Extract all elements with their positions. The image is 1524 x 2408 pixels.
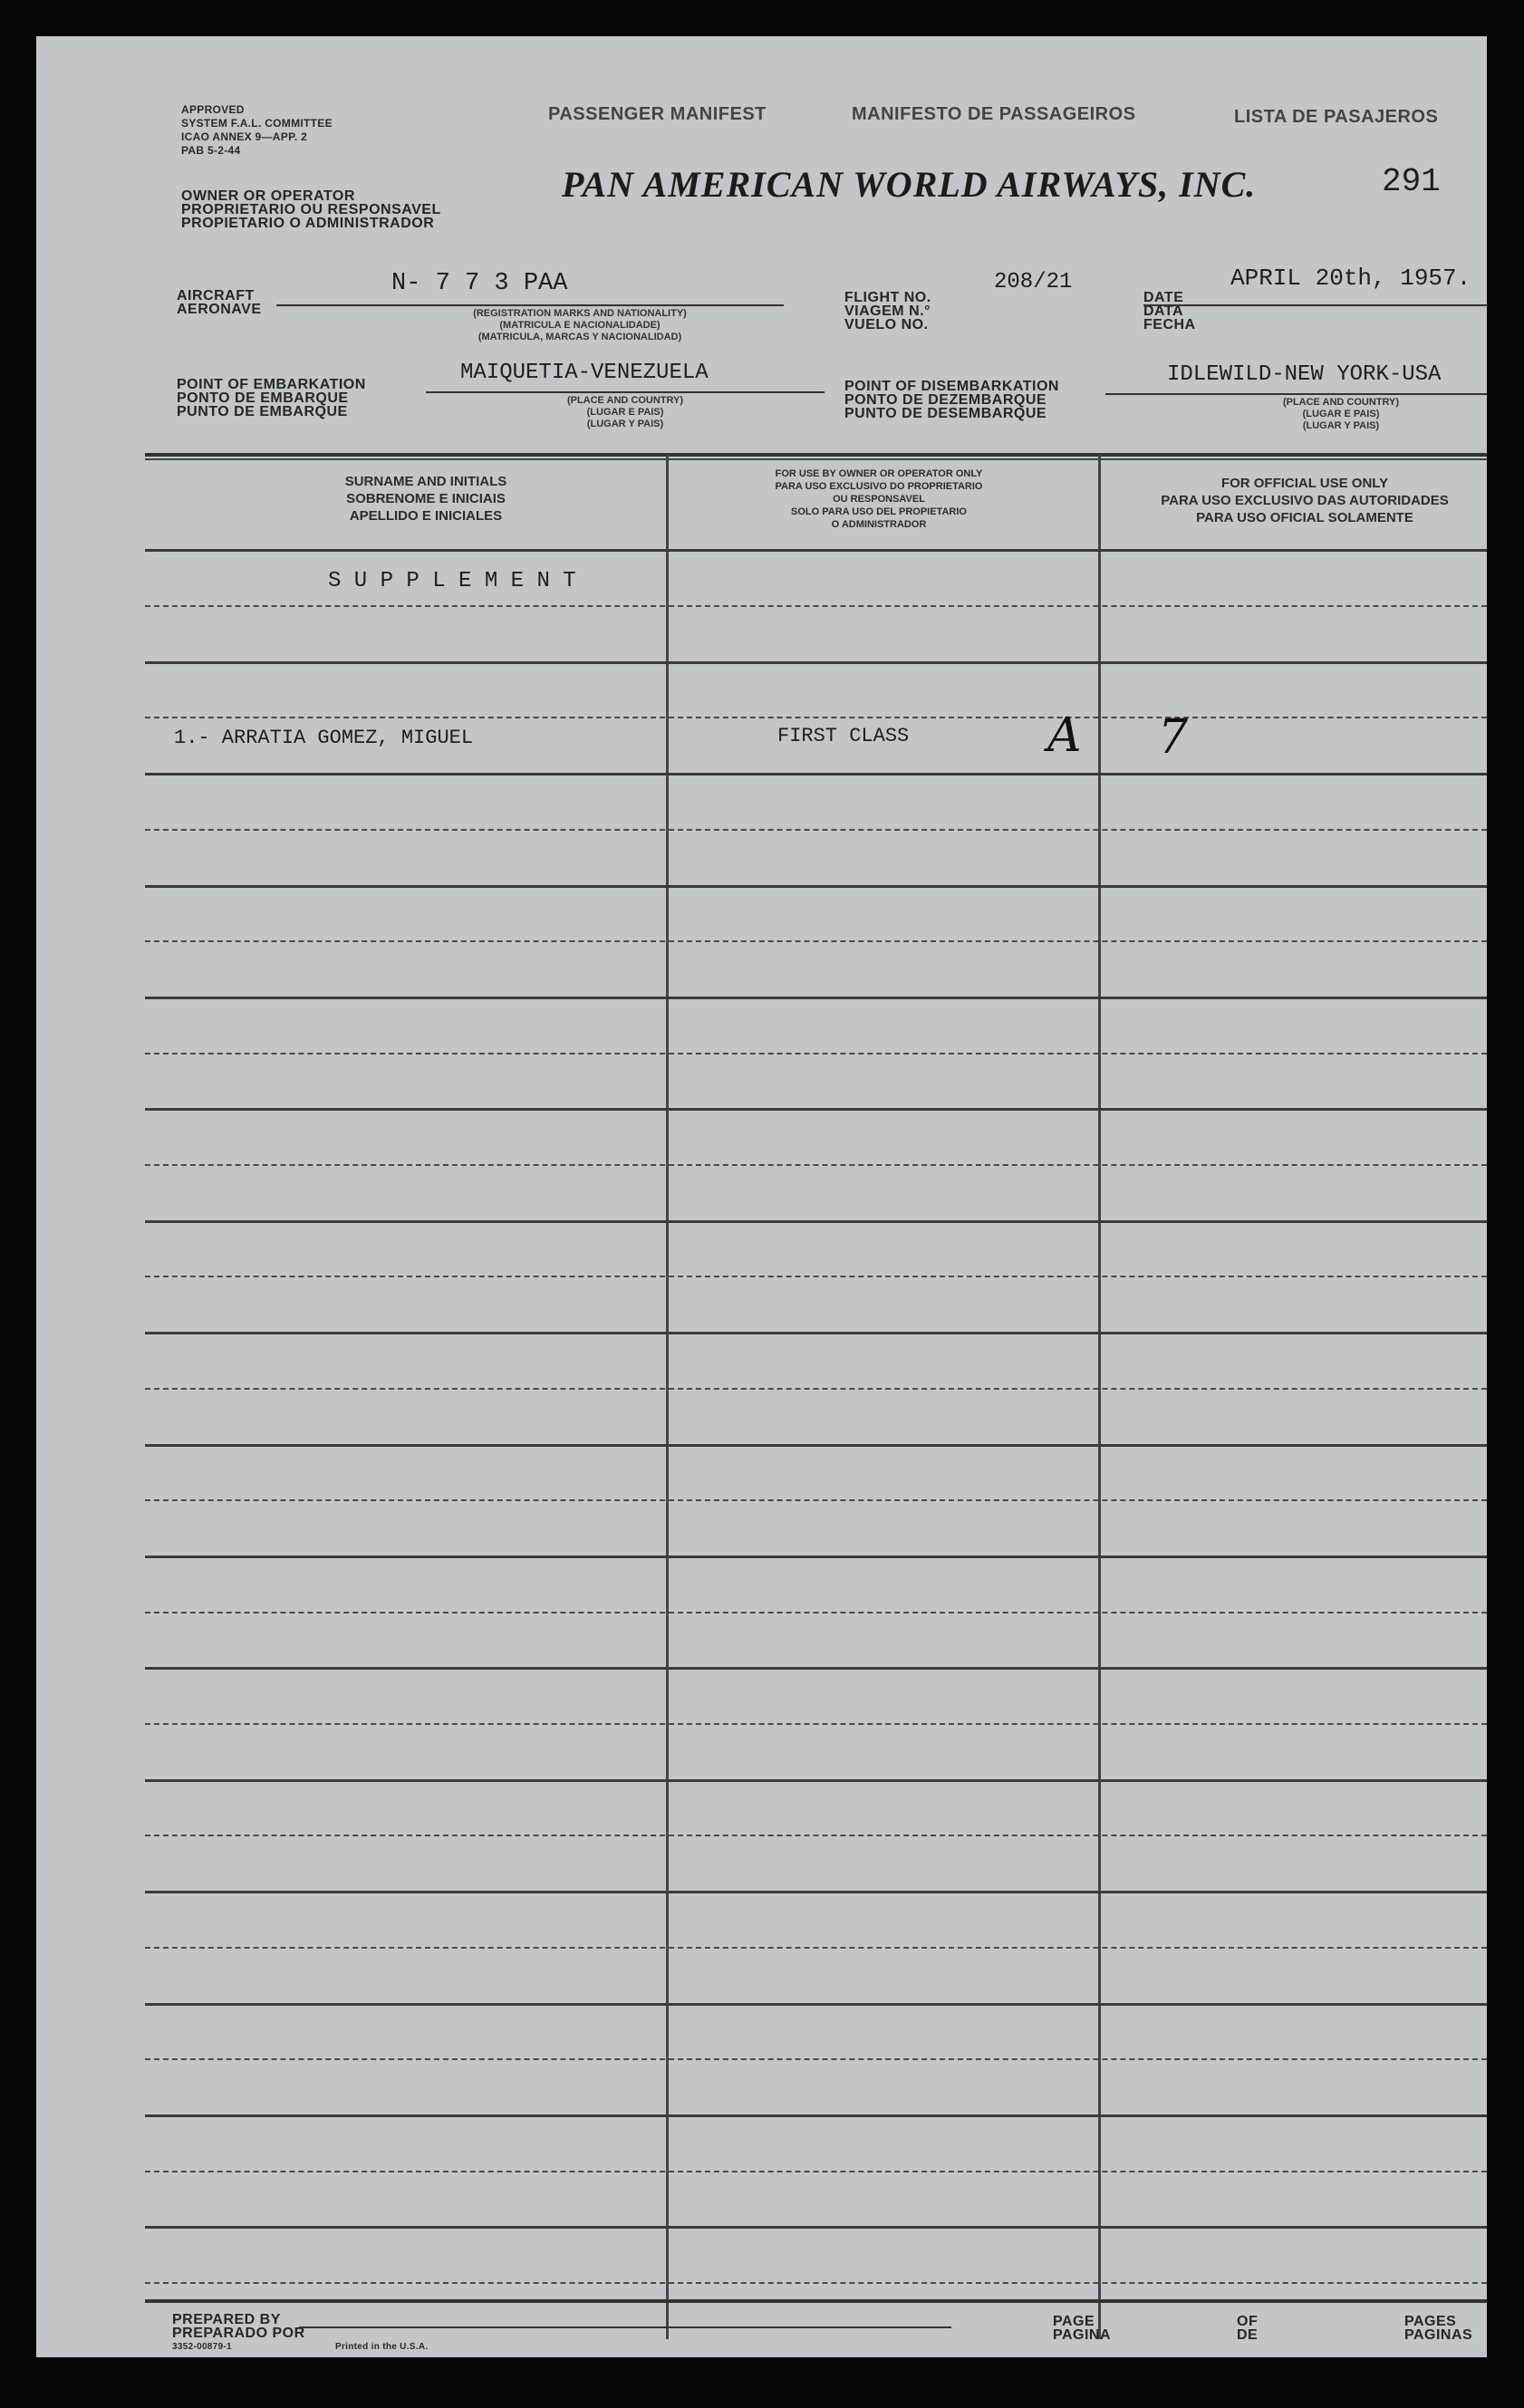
col-header-surname-es: APELLIDO E INICIALES xyxy=(349,508,503,524)
disembarkation-value: IDLEWILD-NEW YORK-USA xyxy=(1167,362,1442,387)
row-rule xyxy=(145,1835,1487,1836)
row-rule xyxy=(145,605,1487,607)
owner-label-en: OWNER OR OPERATOR xyxy=(181,188,355,204)
row-rule xyxy=(145,885,1487,888)
date-label-pt: DATA xyxy=(1143,303,1184,319)
header-bottom-rule xyxy=(145,549,1487,552)
owner-label-pt: PROPRIETARIO OU RESPONSAVEL xyxy=(181,202,441,217)
date-underline xyxy=(1143,304,1487,306)
pages-label-pt: PAGINAS xyxy=(1404,2327,1473,2343)
embarkation-caption-2: (LUGAR E PAIS) xyxy=(586,407,664,418)
handwritten-a-mark: A xyxy=(1047,708,1082,763)
manifest-sheet xyxy=(36,36,1487,2357)
disembarkation-label-pt: PONTO DE DEZEMBARQUE xyxy=(844,392,1047,408)
prepared-label-pt: PREPARADO POR xyxy=(172,2326,305,2341)
approval-line-4: PAB 5-2-44 xyxy=(181,144,241,157)
col-header-surname-pt: SOBRENOME E INICIAIS xyxy=(346,491,506,506)
aircraft-caption-2: (MATRICULA E NACIONALIDADE) xyxy=(499,320,661,331)
form-number: 3352-00879-1 xyxy=(172,2342,232,2352)
col-header-official-pt: PARA USO EXCLUSIVO DAS AUTORIDADES xyxy=(1161,493,1449,508)
row-rule xyxy=(145,2058,1487,2060)
embarkation-label-en: POINT OF EMBARKATION xyxy=(177,377,366,392)
table-top-rule-2 xyxy=(145,458,1487,460)
col-header-operator-3: OU RESPONSAVEL xyxy=(833,494,925,505)
row-rule xyxy=(145,2226,1487,2229)
row-rule xyxy=(145,661,1487,664)
disembarkation-underline xyxy=(1105,393,1487,395)
title-manifesto: MANIFESTO DE PASSAGEIROS xyxy=(852,104,1136,124)
row-rule xyxy=(145,1164,1487,1166)
aircraft-underline xyxy=(276,304,784,306)
row-rule xyxy=(145,1108,1487,1111)
col-header-official-en: FOR OFFICIAL USE ONLY xyxy=(1220,476,1389,491)
pages-label-en: PAGES xyxy=(1404,2314,1457,2329)
row-rule xyxy=(145,1332,1487,1334)
row-rule xyxy=(145,2114,1487,2117)
airline-name: PAN AMERICAN WORLD AIRWAYS, INC. xyxy=(562,164,1257,205)
row-rule xyxy=(145,773,1487,775)
date-label-es: FECHA xyxy=(1143,317,1196,332)
row-rule xyxy=(145,1723,1487,1725)
approval-line-2: SYSTEM F.A.L. COMMITTEE xyxy=(181,117,333,130)
row-rule xyxy=(145,1667,1487,1670)
aircraft-label-en: AIRCRAFT xyxy=(177,288,255,303)
row-rule xyxy=(145,2171,1487,2172)
embarkation-caption-1: (PLACE AND COUNTRY) xyxy=(566,395,684,406)
page-number: 291 xyxy=(1382,163,1441,200)
row-rule xyxy=(145,1220,1487,1223)
passenger-class: FIRST CLASS xyxy=(777,725,910,747)
disembarkation-label-en: POINT OF DISEMBARKATION xyxy=(844,379,1059,394)
flight-value: 208/21 xyxy=(994,270,1073,294)
col-header-operator-4: SOLO PARA USO DEL PROPIETARIO xyxy=(791,506,967,517)
col-header-surname-en: SURNAME AND INITIALS xyxy=(344,474,507,489)
col-header-surname xyxy=(163,473,689,525)
aircraft-value: N- 7 7 3 PAA xyxy=(391,270,568,297)
table-top-rule xyxy=(145,453,1487,457)
table-bottom-rule xyxy=(145,2299,1487,2303)
row-rule xyxy=(145,829,1487,831)
handwritten-7-mark: 7 xyxy=(1158,710,1189,765)
title-passenger-manifest: PASSENGER MANIFEST xyxy=(548,104,767,124)
row-rule xyxy=(145,1779,1487,1782)
col-header-official-es: PARA USO OFICIAL SOLAMENTE xyxy=(1196,510,1413,525)
supplement-label: S U P P L E M E N T xyxy=(328,569,576,593)
row-rule xyxy=(145,1612,1487,1613)
row-rule xyxy=(145,1947,1487,1949)
disembarkation-caption-1: (PLACE AND COUNTRY) xyxy=(1282,397,1400,408)
disembarkation-label-es: PUNTO DE DESEMBARQUE xyxy=(844,406,1047,421)
of-label-en: OF xyxy=(1237,2314,1259,2329)
of-label-es: DE xyxy=(1237,2327,1259,2343)
approval-line-3: ICAO ANNEX 9—APP. 2 xyxy=(181,130,308,143)
owner-label-es: PROPIETARIO O ADMINISTRADOR xyxy=(181,216,435,231)
row-rule xyxy=(145,717,1487,718)
passenger-entry: 1.- ARRATIA GOMEZ, MIGUEL xyxy=(174,727,474,749)
date-label-en: DATE xyxy=(1143,290,1184,305)
disembarkation-caption-2: (LUGAR E PAIS) xyxy=(1302,409,1380,419)
col-header-official xyxy=(1105,475,1487,526)
aircraft-caption-1: (REGISTRATION MARKS AND NATIONALITY) xyxy=(473,308,687,319)
row-rule xyxy=(145,997,1487,999)
row-rule xyxy=(145,940,1487,942)
col-header-operator xyxy=(670,467,1087,531)
embarkation-label-pt: PONTO DE EMBARQUE xyxy=(177,390,349,406)
row-rule xyxy=(145,1388,1487,1390)
date-value: APRIL 20th, 1957. xyxy=(1230,265,1471,292)
aircraft-label-pt: AERONAVE xyxy=(177,302,262,317)
prepared-label-en: PREPARED BY xyxy=(172,2312,281,2327)
flight-label-pt: VIAGEM N.° xyxy=(844,303,931,319)
col-header-operator-2: PARA USO EXCLUSIVO DO PROPRIETARIO xyxy=(775,481,983,492)
col-header-operator-1: FOR USE BY OWNER OR OPERATOR ONLY xyxy=(775,468,983,479)
column-divider-1 xyxy=(666,455,669,2339)
aircraft-caption-3: (MATRICULA, MARCAS Y NACIONALIDAD) xyxy=(477,332,682,342)
prepared-underline xyxy=(299,2326,951,2328)
flight-label-en: FLIGHT NO. xyxy=(844,290,931,305)
row-rule xyxy=(145,1499,1487,1501)
row-rule xyxy=(145,1891,1487,1893)
row-rule xyxy=(145,1053,1487,1055)
row-rule xyxy=(145,2282,1487,2284)
flight-label-es: VUELO NO. xyxy=(844,317,929,332)
embarkation-label-es: PUNTO DE EMBARQUE xyxy=(177,404,348,419)
row-rule xyxy=(145,1556,1487,1558)
title-lista: LISTA DE PASAJEROS xyxy=(1234,107,1439,127)
embarkation-value: MAIQUETIA-VENEZUELA xyxy=(460,361,709,385)
column-divider-2 xyxy=(1098,455,1101,2339)
row-rule xyxy=(145,1276,1487,1277)
approval-line-1: APPROVED xyxy=(181,103,245,116)
embarkation-underline xyxy=(426,391,825,393)
embarkation-caption-3: (LUGAR Y PAIS) xyxy=(586,419,664,429)
disembarkation-caption-3: (LUGAR Y PAIS) xyxy=(1302,420,1380,431)
page-label-pt: PAGINA xyxy=(1053,2327,1112,2343)
row-rule xyxy=(145,2003,1487,2006)
row-rule xyxy=(145,1444,1487,1447)
printed-in-usa: Printed in the U.S.A. xyxy=(335,2342,429,2352)
page-label-en: PAGE xyxy=(1053,2314,1095,2329)
col-header-operator-5: O ADMINISTRADOR xyxy=(831,519,927,530)
